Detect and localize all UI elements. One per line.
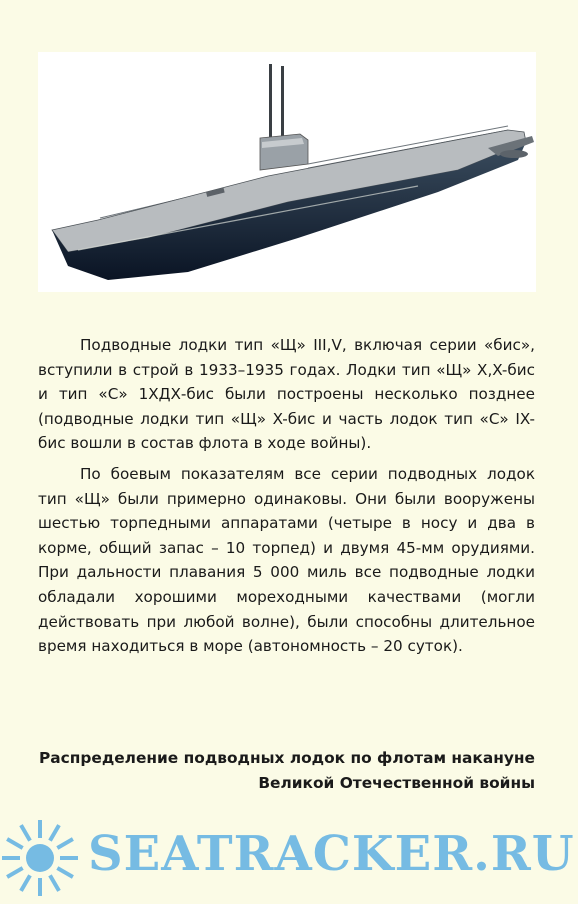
article-body (38, 333, 535, 665)
paragraph-1: Подводные лодки тип «Щ» III,V, включая серии «бис», вступили в строй в 1933–1935 годах. Лодки тип «Щ» X,X-бис и тип «С» 1ХДХ-бис были построены несколько позднее (подводные лодки тип «Щ» X-бис и часть лодок тип «С» IX-бис вошли в состав флота в ходе войны). (38, 336, 535, 453)
paragraph-2: По боевым показателям все серии подводных лодок тип «Щ» были примерно одинаковы. Они были вооружены шестью торпедными аппаратами (четыре в носу и два в корме, общий запас – 10 торпед) и двумя 45-мм орудиями. При дальности плавания 5 000 миль все подводные лодки обладали хорошими мореходными качествами (могли действовать при любой волне), были способны длительное время находиться в море (автономность – 20 суток). (38, 464, 535, 656)
submarine-drawing (38, 52, 536, 292)
submarine-illustration (38, 52, 536, 292)
section-heading: Распределение подводных лодок по флотам накануне Великой Отечественной войны (38, 749, 535, 792)
watermark-text: SEATRACKER.RU (88, 826, 575, 882)
